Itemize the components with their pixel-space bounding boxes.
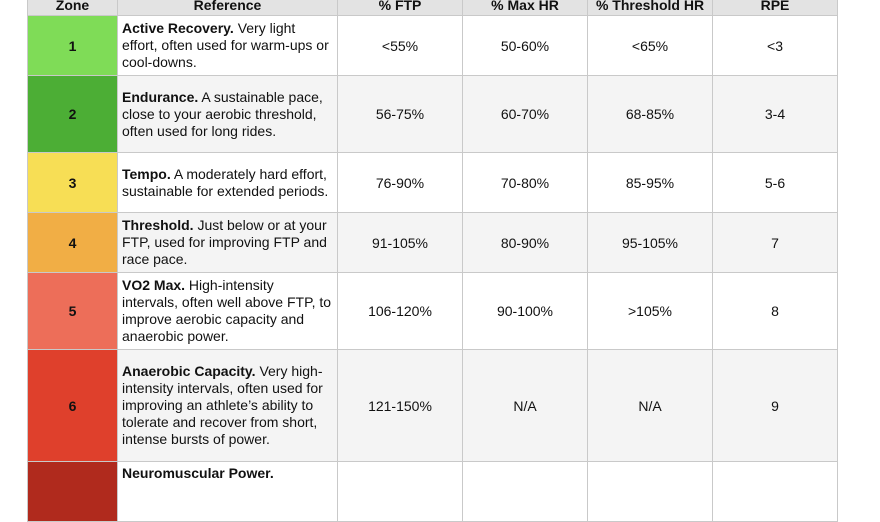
threshold-hr-cell xyxy=(588,462,713,522)
header-reference: Reference xyxy=(118,0,338,16)
ftp-cell: <55% xyxy=(338,16,463,76)
zone-description: High-intensity intervals, often well above FTP, to improve aerobic capacity and anaerobic power. xyxy=(122,277,332,344)
zone-title: Active Recovery. xyxy=(122,20,234,36)
zone-title: Neuromuscular Power. xyxy=(122,465,274,481)
zone-title: Tempo. xyxy=(122,165,171,182)
rpe-cell: 5-6 xyxy=(713,153,838,213)
threshold-hr-cell: >105% xyxy=(588,273,713,350)
reference-cell xyxy=(118,273,338,350)
rpe-cell: 8 xyxy=(713,273,838,350)
max-hr-cell: 50-60% xyxy=(463,16,588,76)
threshold-hr-cell: N/A xyxy=(588,350,713,462)
max-hr-cell xyxy=(463,462,588,522)
max-hr-cell: 80-90% xyxy=(463,213,588,273)
table-row xyxy=(28,16,838,76)
reference-cell xyxy=(118,153,338,213)
header-zone: Zone xyxy=(28,0,118,16)
header-ftp: % FTP xyxy=(338,0,463,16)
threshold-hr-cell: 95-105% xyxy=(588,213,713,273)
table-row xyxy=(28,273,838,350)
power-zones-table xyxy=(27,0,838,522)
reference-cell xyxy=(118,462,338,522)
zone-cell: 3 xyxy=(28,153,118,213)
reference-cell xyxy=(118,350,338,462)
max-hr-cell: N/A xyxy=(463,350,588,462)
header-row xyxy=(28,0,838,16)
max-hr-cell: 60-70% xyxy=(463,76,588,153)
rpe-cell: <3 xyxy=(713,16,838,76)
rpe-cell: 3-4 xyxy=(713,76,838,153)
header-max-hr: % Max HR xyxy=(463,0,588,16)
reference-cell xyxy=(118,213,338,273)
reference-cell xyxy=(118,16,338,76)
ftp-cell: 121-150% xyxy=(338,350,463,462)
zone-title: VO2 Max. xyxy=(122,277,186,293)
ftp-cell: 106-120% xyxy=(338,273,463,350)
zone-cell: 5 xyxy=(28,273,118,350)
zone-title: Anaerobic Capacity. xyxy=(122,363,256,379)
threshold-hr-cell: 85-95% xyxy=(588,153,713,213)
zone-cell xyxy=(28,462,118,522)
zone-description: Very high-intensity intervals, often used for improving an athlete’s ability to tolerate and recover from short, intense bursts of power. xyxy=(122,363,323,447)
max-hr-cell: 70-80% xyxy=(463,153,588,213)
ftp-cell xyxy=(338,462,463,522)
table-row xyxy=(28,153,838,213)
zone-cell: 1 xyxy=(28,16,118,76)
zone-cell: 4 xyxy=(28,213,118,273)
reference-cell xyxy=(118,76,338,153)
ftp-cell: 56-75% xyxy=(338,76,463,153)
zone-description: Very light effort, often used for warm-ups or cool-downs. xyxy=(122,20,329,70)
zone-title: Endurance. xyxy=(122,88,199,105)
table-row xyxy=(28,350,838,462)
table-row xyxy=(28,462,838,522)
table-row xyxy=(28,213,838,273)
header-threshold-hr: % Threshold HR xyxy=(588,0,713,16)
rpe-cell xyxy=(713,462,838,522)
threshold-hr-cell: <65% xyxy=(588,16,713,76)
zone-title: Threshold. xyxy=(122,217,194,233)
rpe-cell: 7 xyxy=(713,213,838,273)
zone-description: Just below or at your FTP, used for improving FTP and race pace. xyxy=(122,217,327,267)
header-rpe: RPE xyxy=(713,0,838,16)
zone-cell: 2 xyxy=(28,76,118,153)
ftp-cell: 76-90% xyxy=(338,153,463,213)
zone-description: A sustainable pace, close to your aerobic threshold, often used for long rides. xyxy=(122,88,323,139)
zone-cell: 6 xyxy=(28,350,118,462)
threshold-hr-cell: 68-85% xyxy=(588,76,713,153)
ftp-cell: 91-105% xyxy=(338,213,463,273)
zone-description: A moderately hard effort, sustainable for extended periods. xyxy=(122,165,329,199)
max-hr-cell: 90-100% xyxy=(463,273,588,350)
table-row xyxy=(28,76,838,153)
rpe-cell: 9 xyxy=(713,350,838,462)
